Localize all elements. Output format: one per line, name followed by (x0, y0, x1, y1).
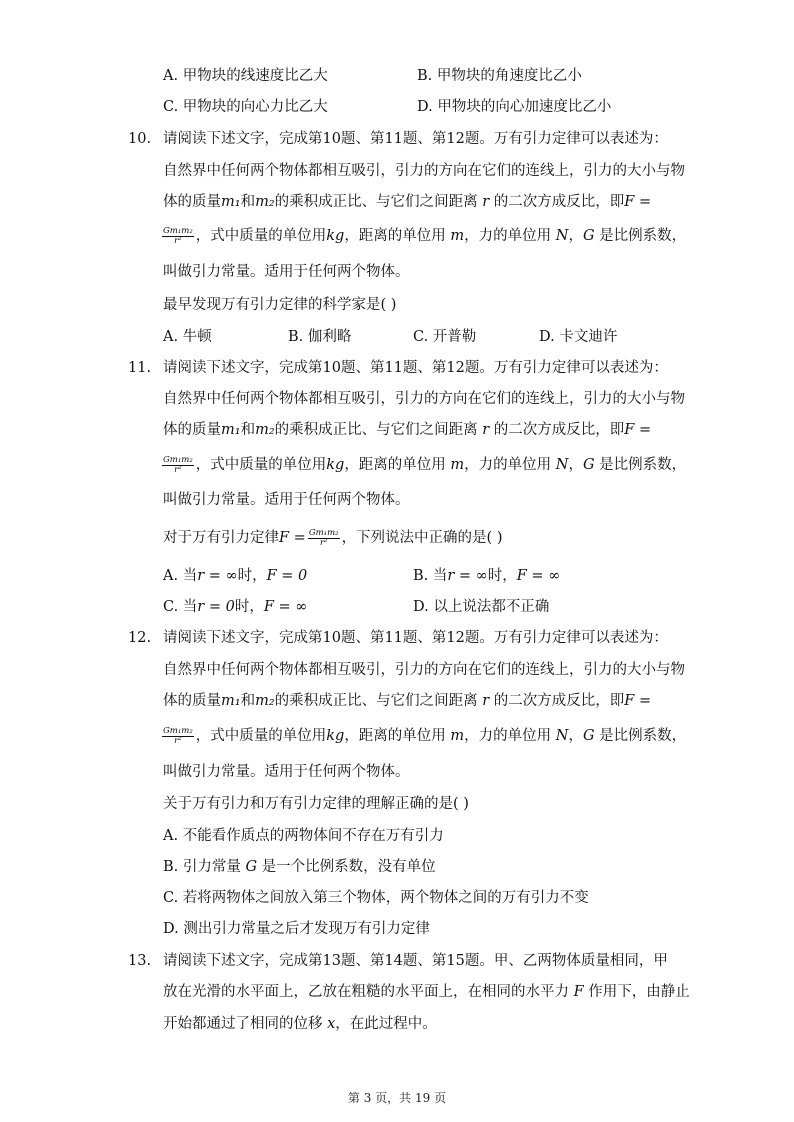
q12-option-b: B. 引力常量 G 是一个比例系数，没有单位 (163, 859, 436, 875)
q9-option-c: C. 甲物块的向心力比乙大 (163, 99, 328, 115)
q13-line2: 放在光滑的水平面上，乙放在粗糙的水平面上，在相同的水平力 F 作用下，由静止 (163, 984, 690, 1000)
q10-passage-line5: 叫做引力常量。适用于任何两个物体。 (163, 264, 410, 280)
q11-option-a: A. 当r = ∞时，F = 0 (163, 568, 308, 584)
q12-option-c: C. 若将两物体之间放入第三个物体，两个物体之间的万有引力不变 (163, 890, 589, 906)
q12-passage-line2: 自然界中任何两个物体都相互吸引，引力的方向在它们的连线上，引力的大小与物 (163, 662, 685, 678)
page-footer: 第 3 页，共 19 页 (347, 1091, 447, 1105)
gravity-formula-fraction: $\frac{\text{Gm₁m₂}}{\text{r²}}$ (163, 725, 193, 746)
q12-passage-line5: 叫做引力常量。适用于任何两个物体。 (163, 764, 410, 780)
q13-line3: 开始都通过了相同的位移 x，在此过程中。 (163, 1016, 437, 1032)
q11-question: 对于万有引力定律F = $\frac{\text{Gm₁m₂}}{\text{r²}}$ ，下列说法中正确的是( ) (163, 527, 503, 548)
q12-number: 12. (128, 630, 152, 646)
q10-passage-line4: $\frac{\text{Gm₁m₂}}{\text{r²}}$ ，式中质量的单位用kg，距离的单位用 m，力的单位用 N，G 是比例系数， (163, 225, 687, 246)
q11-option-d: D. 以上说法都不正确 (413, 599, 550, 615)
q11-option-c: C. 当r = 0时，F = ∞ (163, 599, 308, 615)
q10-passage-intro: 请阅读下述文字，完成第10题、第11题、第12题。万有引力定律可以表述为： (163, 131, 668, 147)
q13-number: 13. (128, 953, 152, 969)
q10-option-c: C. 开普勒 (413, 329, 477, 345)
q12-option-a: A. 不能看作质点的两物体间不存在万有引力 (163, 828, 444, 844)
q11-passage-line4: $\frac{\text{Gm₁m₂}}{\text{r²}}$ ，式中质量的单位用kg，距离的单位用 m，力的单位用 N，G 是比例系数， (163, 454, 687, 475)
q12-option-d: D. 测出引力常量之后才发现万有引力定律 (163, 921, 430, 937)
q11-passage-line2: 自然界中任何两个物体都相互吸引，引力的方向在它们的连线上，引力的大小与物 (163, 391, 685, 407)
q11-number: 11. (128, 360, 152, 376)
q12-passage-line4: $\frac{\text{Gm₁m₂}}{\text{r²}}$ ，式中质量的单位用kg，距离的单位用 m，力的单位用 N，G 是比例系数， (163, 725, 687, 746)
q10-number: 10. (128, 131, 152, 147)
q10-passage-line3: 体的质量m₁和m₂的乘积成正比、与它们之间距离 r 的二次方成反比，即F = (163, 194, 652, 210)
q11-passage-line3: 体的质量m₁和m₂的乘积成正比、与它们之间距离 r 的二次方成反比，即F = (163, 422, 652, 438)
q12-passage-intro: 请阅读下述文字，完成第10题、第11题、第12题。万有引力定律可以表述为： (163, 630, 668, 646)
gravity-formula-fraction: $\frac{\text{Gm₁m₂}}{\text{r²}}$ (308, 527, 339, 548)
q11-passage-line5: 叫做引力常量。适用于任何两个物体。 (163, 492, 410, 508)
q11-option-b: B. 当r = ∞时，F = ∞ (413, 568, 561, 584)
q12-question: 关于万有引力和万有引力定律的理解正确的是( ) (163, 796, 469, 812)
q10-passage-line2: 自然界中任何两个物体都相互吸引，引力的方向在它们的连线上，引力的大小与物 (163, 163, 685, 179)
gravity-formula-fraction: $\frac{\text{Gm₁m₂}}{\text{r²}}$ (163, 225, 193, 246)
q10-option-d: D. 卡文迪许 (539, 329, 618, 345)
q13-line1: 请阅读下述文字，完成第13题、第14题、第15题。甲、乙两物体质量相同，甲 (163, 953, 668, 969)
q10-question: 最早发现万有引力定律的科学家是( ) (163, 297, 397, 313)
q12-passage-line3: 体的质量m₁和m₂的乘积成正比、与它们之间距离 r 的二次方成反比，即F = (163, 693, 652, 709)
q9-option-d: D. 甲物块的向心加速度比乙小 (417, 99, 612, 115)
q10-option-a: A. 牛顿 (163, 329, 212, 345)
q9-option-b: B. 甲物块的角速度比乙小 (417, 68, 582, 84)
q10-option-b: B. 伽利略 (288, 329, 352, 345)
q9-option-a: A. 甲物块的线速度比乙大 (163, 68, 328, 84)
q11-passage-intro: 请阅读下述文字，完成第10题、第11题、第12题。万有引力定律可以表述为： (163, 360, 668, 376)
gravity-formula-fraction: $\frac{\text{Gm₁m₂}}{\text{r²}}$ (163, 454, 193, 475)
